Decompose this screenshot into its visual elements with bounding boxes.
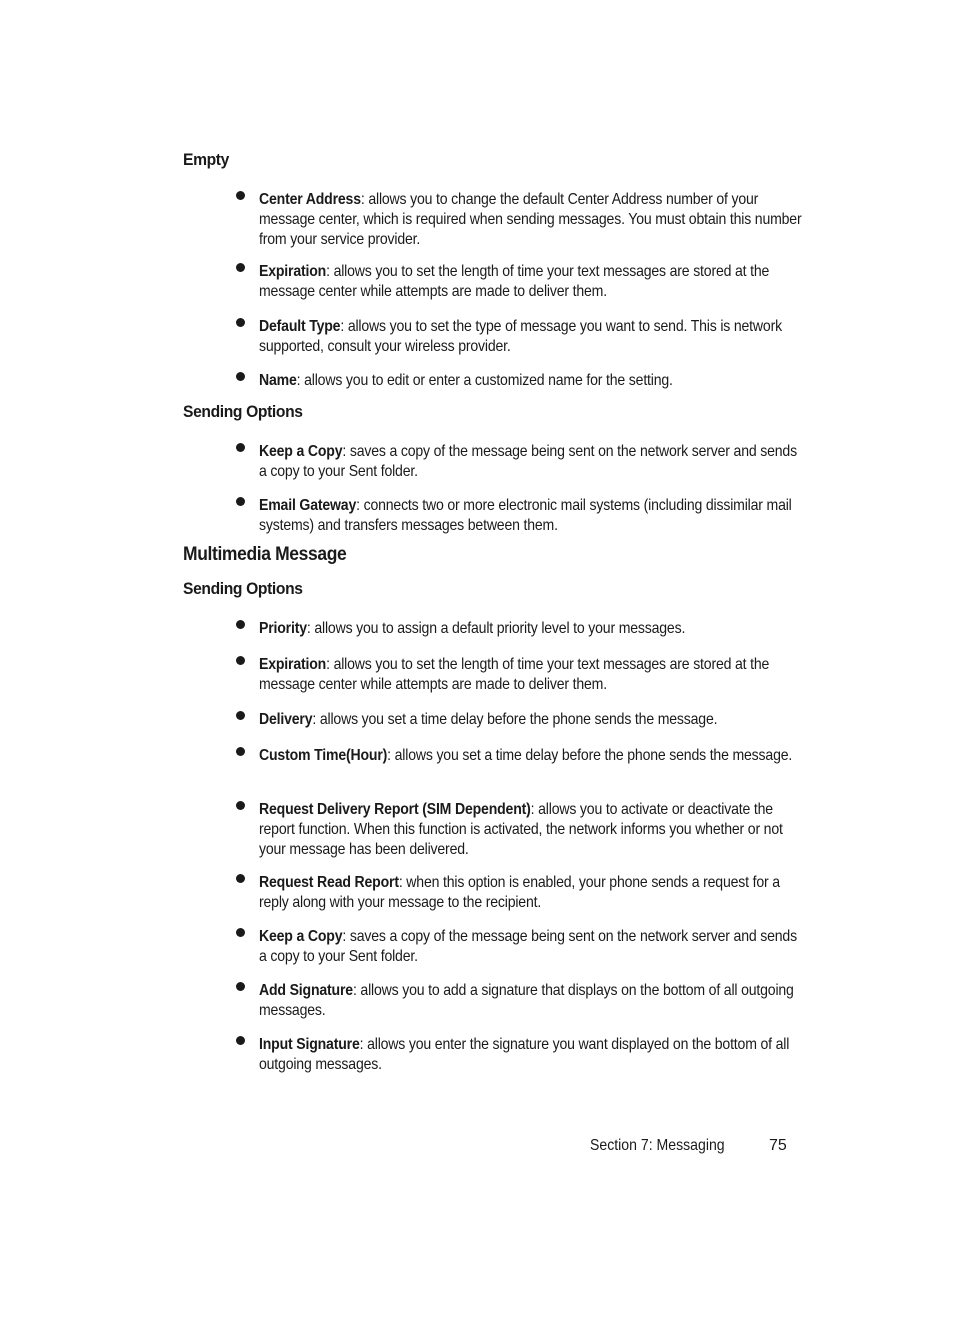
item-term: Priority (259, 620, 307, 637)
list-item (236, 371, 836, 391)
list-item (236, 317, 836, 357)
item-description: : allows you enter the signature you want displayed on the bottom of all outgoing messages. (259, 1036, 790, 1073)
bullet-icon (236, 1036, 245, 1045)
item-description: : saves a copy of the message being sent on the network server and sends a copy to your Sent folder. (259, 928, 797, 965)
bullet-icon (236, 443, 245, 452)
list-item (236, 262, 836, 302)
item-description: : allows you set a time delay before the phone sends the message. (312, 711, 718, 728)
bullet-icon (236, 874, 245, 883)
item-description: : connects two or more electronic mail systems (including dissimilar mail systems) and transfers messages between them. (259, 497, 792, 534)
list-item (236, 927, 836, 967)
list-item (236, 619, 836, 639)
bullet-icon (236, 263, 245, 272)
item-term: Default Type (259, 318, 341, 335)
item-description: : allows you to assign a default priority level to your messages. (306, 620, 686, 637)
item-description: : allows you set a time delay before the phone sends the message. (387, 747, 793, 764)
bullet-icon (236, 318, 245, 327)
list-item (236, 1035, 836, 1075)
item-term: Keep a Copy (259, 928, 343, 945)
item-term: Expiration (259, 656, 327, 673)
item-description: : when this option is enabled, your phone sends a request for a reply along with your message to the recipient. (259, 874, 780, 911)
item-description: : allows you to change the default Center Address number of your message center, which is required when sending messages. You must obtain this number from your service provider. (259, 191, 802, 248)
list-item (236, 655, 836, 695)
bullet-icon (236, 711, 245, 720)
bullet-icon (236, 928, 245, 937)
list-item (236, 873, 836, 913)
bullet-icon (236, 656, 245, 665)
bullet-icon (236, 801, 245, 810)
list-item (236, 442, 836, 482)
list-item (236, 981, 836, 1021)
list-item (236, 746, 836, 766)
footer-section-label: Section 7: Messaging (590, 1137, 725, 1154)
item-term: Delivery (259, 711, 313, 728)
item-description: : allows you to set the type of message you want to send. This is network supported, consult your wireless provider. (259, 318, 782, 355)
list-item (236, 190, 836, 250)
bullet-icon (236, 497, 245, 506)
bullet-icon (236, 372, 245, 381)
heading-sending-options: Sending Options (183, 579, 303, 598)
bullet-icon (236, 982, 245, 991)
item-term: Keep a Copy (259, 443, 343, 460)
item-description: : allows you to edit or enter a customized name for the setting. (296, 372, 673, 389)
item-term: Custom Time(Hour) (259, 747, 388, 764)
item-term: Name (259, 372, 297, 389)
heading-empty: Empty (183, 150, 229, 169)
heading-multimedia-message: Multimedia Message (183, 544, 347, 565)
item-description: : allows you to set the length of time your text messages are stored at the message center while attempts are made to deliver them. (259, 656, 770, 693)
item-description: : allows you to set the length of time your text messages are stored at the message center while attempts are made to deliver them. (259, 263, 770, 300)
item-description: : allows you to add a signature that displays on the bottom of all outgoing messages. (259, 982, 794, 1019)
bullet-icon (236, 191, 245, 200)
list-item (236, 496, 836, 536)
page-number: 75 (769, 1137, 787, 1154)
bullet-icon (236, 620, 245, 629)
item-description: : saves a copy of the message being sent on the network server and sends a copy to your Sent folder. (259, 443, 797, 480)
item-term: Email Gateway (259, 497, 357, 514)
list-item (236, 800, 836, 860)
item-description: : allows you to activate or deactivate the report function. When this function is activated, the network informs you whether or not your message has been delivered. (259, 801, 783, 858)
item-term: Add Signature (259, 982, 353, 999)
item-term: Request Delivery Report (SIM Dependent) (259, 801, 531, 818)
bullet-icon (236, 747, 245, 756)
list-item (236, 710, 836, 730)
heading-sending-options: Sending Options (183, 402, 303, 421)
item-term: Center Address (259, 191, 361, 208)
item-term: Input Signature (259, 1036, 360, 1053)
item-term: Request Read Report (259, 874, 399, 891)
item-term: Expiration (259, 263, 327, 280)
